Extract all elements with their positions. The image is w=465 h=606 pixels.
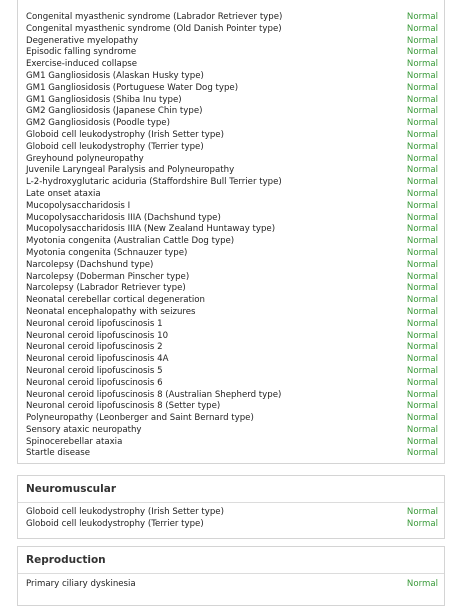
- condition-row: [26, 213, 438, 225]
- condition-row: [26, 106, 438, 118]
- condition-name: Congenital myasthenic syndrome (Old Danish Pointer type): [26, 23, 282, 34]
- condition-row: [26, 579, 438, 591]
- condition-row: [26, 260, 438, 272]
- condition-name: Mucopolysaccharidosis IIIA (New Zealand Huntaway type): [26, 224, 276, 235]
- condition-name: Primary ciliary dyskinesia: [26, 579, 136, 589]
- condition-name: Narcolepsy (Doberman Pinscher type): [26, 271, 190, 282]
- status-result: Normal: [406, 141, 438, 152]
- status-result: Normal: [406, 295, 438, 306]
- condition-name: Startle disease: [26, 448, 91, 459]
- status-result: Normal: [406, 507, 438, 517]
- status-result: Normal: [406, 342, 438, 353]
- condition-row: [26, 248, 438, 260]
- status-result: Normal: [406, 224, 438, 235]
- condition-name: Neuronal ceroid lipofuscinosis 5: [26, 365, 163, 376]
- condition-name: L-2-hydroxyglutaric aciduria (Staffordshire Bull Terrier type): [26, 177, 282, 188]
- condition-name: Neonatal encephalopathy with seizures: [26, 306, 196, 317]
- condition-name: GM1 Gangliosidosis (Shiba Inu type): [26, 94, 182, 105]
- condition-name: Neuronal ceroid lipofuscinosis 6: [26, 377, 163, 388]
- condition-name: Narcolepsy (Labrador Retriever type): [26, 283, 186, 294]
- other-conditions-list: [26, 12, 438, 460]
- condition-row: [26, 47, 438, 59]
- condition-name: Neuronal ceroid lipofuscinosis 4A: [26, 354, 169, 365]
- reproduction-panel: [17, 546, 445, 606]
- condition-row: [26, 130, 438, 142]
- status-result: Normal: [406, 330, 438, 341]
- condition-row: [26, 295, 438, 307]
- condition-row: [26, 390, 438, 402]
- condition-row: [26, 12, 438, 24]
- condition-name: Neuronal ceroid lipofuscinosis 8 (Setter type): [26, 401, 221, 412]
- condition-row: [26, 331, 438, 343]
- status-result: Normal: [406, 436, 438, 447]
- status-result: Normal: [406, 271, 438, 282]
- status-result: Normal: [406, 212, 438, 223]
- condition-name: GM2 Gangliosidosis (Japanese Chin type): [26, 106, 203, 117]
- reproduction-heading: Reproduction: [18, 547, 444, 574]
- condition-row: [26, 95, 438, 107]
- condition-row: [26, 24, 438, 36]
- condition-name: Globoid cell leukodystrophy (Irish Setter type): [26, 507, 224, 517]
- condition-name: Congenital myasthenic syndrome (Labrador Retriever type): [26, 12, 283, 22]
- condition-name: Globoid cell leukodystrophy (Terrier type): [26, 518, 204, 529]
- condition-row: [26, 272, 438, 284]
- condition-row: [26, 83, 438, 95]
- condition-name: Degenerative myelopathy: [26, 35, 139, 46]
- condition-name: Sensory ataxic neuropathy: [26, 424, 142, 435]
- status-result: Normal: [406, 354, 438, 365]
- condition-row: [26, 342, 438, 354]
- status-result: Normal: [406, 12, 438, 22]
- condition-name: Spinocerebellar ataxia: [26, 436, 123, 447]
- status-result: Normal: [406, 23, 438, 34]
- status-result: Normal: [406, 318, 438, 329]
- condition-name: Exercise-induced collapse: [26, 59, 138, 70]
- status-result: Normal: [406, 59, 438, 70]
- condition-row: [26, 401, 438, 413]
- condition-name: Neuronal ceroid lipofuscinosis 1: [26, 318, 163, 329]
- condition-row: [26, 425, 438, 437]
- neuromuscular-heading: Neuromuscular: [18, 476, 444, 503]
- status-result: Normal: [406, 283, 438, 294]
- status-result: Normal: [406, 129, 438, 140]
- condition-row: [26, 142, 438, 154]
- condition-row: [26, 71, 438, 83]
- status-result: Normal: [406, 518, 438, 529]
- condition-name: Myotonia congenita (Australian Cattle Dog type): [26, 236, 235, 247]
- condition-row: [26, 224, 438, 236]
- condition-name: Narcolepsy (Dachshund type): [26, 259, 154, 270]
- condition-name: Globoid cell leukodystrophy (Irish Setter type): [26, 129, 224, 140]
- other-conditions-panel: [17, 0, 445, 464]
- condition-row: [26, 36, 438, 48]
- condition-row: [26, 118, 438, 130]
- condition-row: [26, 189, 438, 201]
- status-result: Normal: [406, 259, 438, 270]
- condition-name: Neonatal cerebellar cortical degeneration: [26, 295, 205, 306]
- status-result: Normal: [406, 94, 438, 105]
- condition-name: Mucopolysaccharidosis IIIA (Dachshund type): [26, 212, 221, 223]
- status-result: Normal: [406, 424, 438, 435]
- status-result: Normal: [406, 579, 438, 589]
- condition-name: Myotonia congenita (Schnauzer type): [26, 247, 188, 258]
- condition-name: Greyhound polyneuropathy: [26, 153, 144, 164]
- condition-name: GM1 Gangliosidosis (Portuguese Water Dog type): [26, 82, 239, 93]
- status-result: Normal: [406, 118, 438, 129]
- status-result: Normal: [406, 177, 438, 188]
- condition-name: GM1 Gangliosidosis (Alaskan Husky type): [26, 70, 204, 81]
- condition-row: [26, 507, 438, 519]
- condition-row: [26, 307, 438, 319]
- neuromuscular-list: [26, 507, 438, 531]
- condition-row: [26, 413, 438, 425]
- status-result: Normal: [406, 389, 438, 400]
- condition-name: Neuronal ceroid lipofuscinosis 8 (Australian Shepherd type): [26, 389, 282, 400]
- condition-row: [26, 201, 438, 213]
- condition-row: [26, 448, 438, 460]
- condition-row: [26, 319, 438, 331]
- status-result: Normal: [406, 153, 438, 164]
- status-result: Normal: [406, 377, 438, 388]
- condition-row: [26, 165, 438, 177]
- status-result: Normal: [406, 165, 438, 176]
- status-result: Normal: [406, 448, 438, 459]
- condition-name: Episodic falling syndrome: [26, 47, 137, 58]
- condition-row: [26, 366, 438, 378]
- condition-row: [26, 236, 438, 248]
- neuromuscular-panel: [17, 475, 445, 539]
- condition-row: [26, 378, 438, 390]
- status-result: Normal: [406, 200, 438, 211]
- status-result: Normal: [406, 106, 438, 117]
- condition-name: Juvenile Laryngeal Paralysis and Polyneuropathy: [26, 165, 235, 176]
- condition-row: [26, 59, 438, 71]
- condition-row: [26, 283, 438, 295]
- status-result: Normal: [406, 401, 438, 412]
- condition-name: Neuronal ceroid lipofuscinosis 2: [26, 342, 163, 353]
- condition-name: Mucopolysaccharidosis I: [26, 200, 131, 211]
- condition-name: Polyneuropathy (Leonberger and Saint Bernard type): [26, 413, 254, 424]
- condition-row: [26, 354, 438, 366]
- status-result: Normal: [406, 70, 438, 81]
- condition-name: Neuronal ceroid lipofuscinosis 10: [26, 330, 169, 341]
- condition-row: [26, 519, 438, 531]
- condition-row: [26, 437, 438, 449]
- status-result: Normal: [406, 82, 438, 93]
- status-result: Normal: [406, 47, 438, 58]
- status-result: Normal: [406, 247, 438, 258]
- status-result: Normal: [406, 413, 438, 424]
- condition-row: [26, 177, 438, 189]
- condition-name: Globoid cell leukodystrophy (Terrier type): [26, 141, 204, 152]
- status-result: Normal: [406, 35, 438, 46]
- reproduction-list: [26, 579, 438, 591]
- condition-name: Late onset ataxia: [26, 188, 101, 199]
- condition-name: GM2 Gangliosidosis (Poodle type): [26, 118, 170, 129]
- status-result: Normal: [406, 306, 438, 317]
- condition-row: [26, 154, 438, 166]
- status-result: Normal: [406, 236, 438, 247]
- status-result: Normal: [406, 188, 438, 199]
- status-result: Normal: [406, 365, 438, 376]
